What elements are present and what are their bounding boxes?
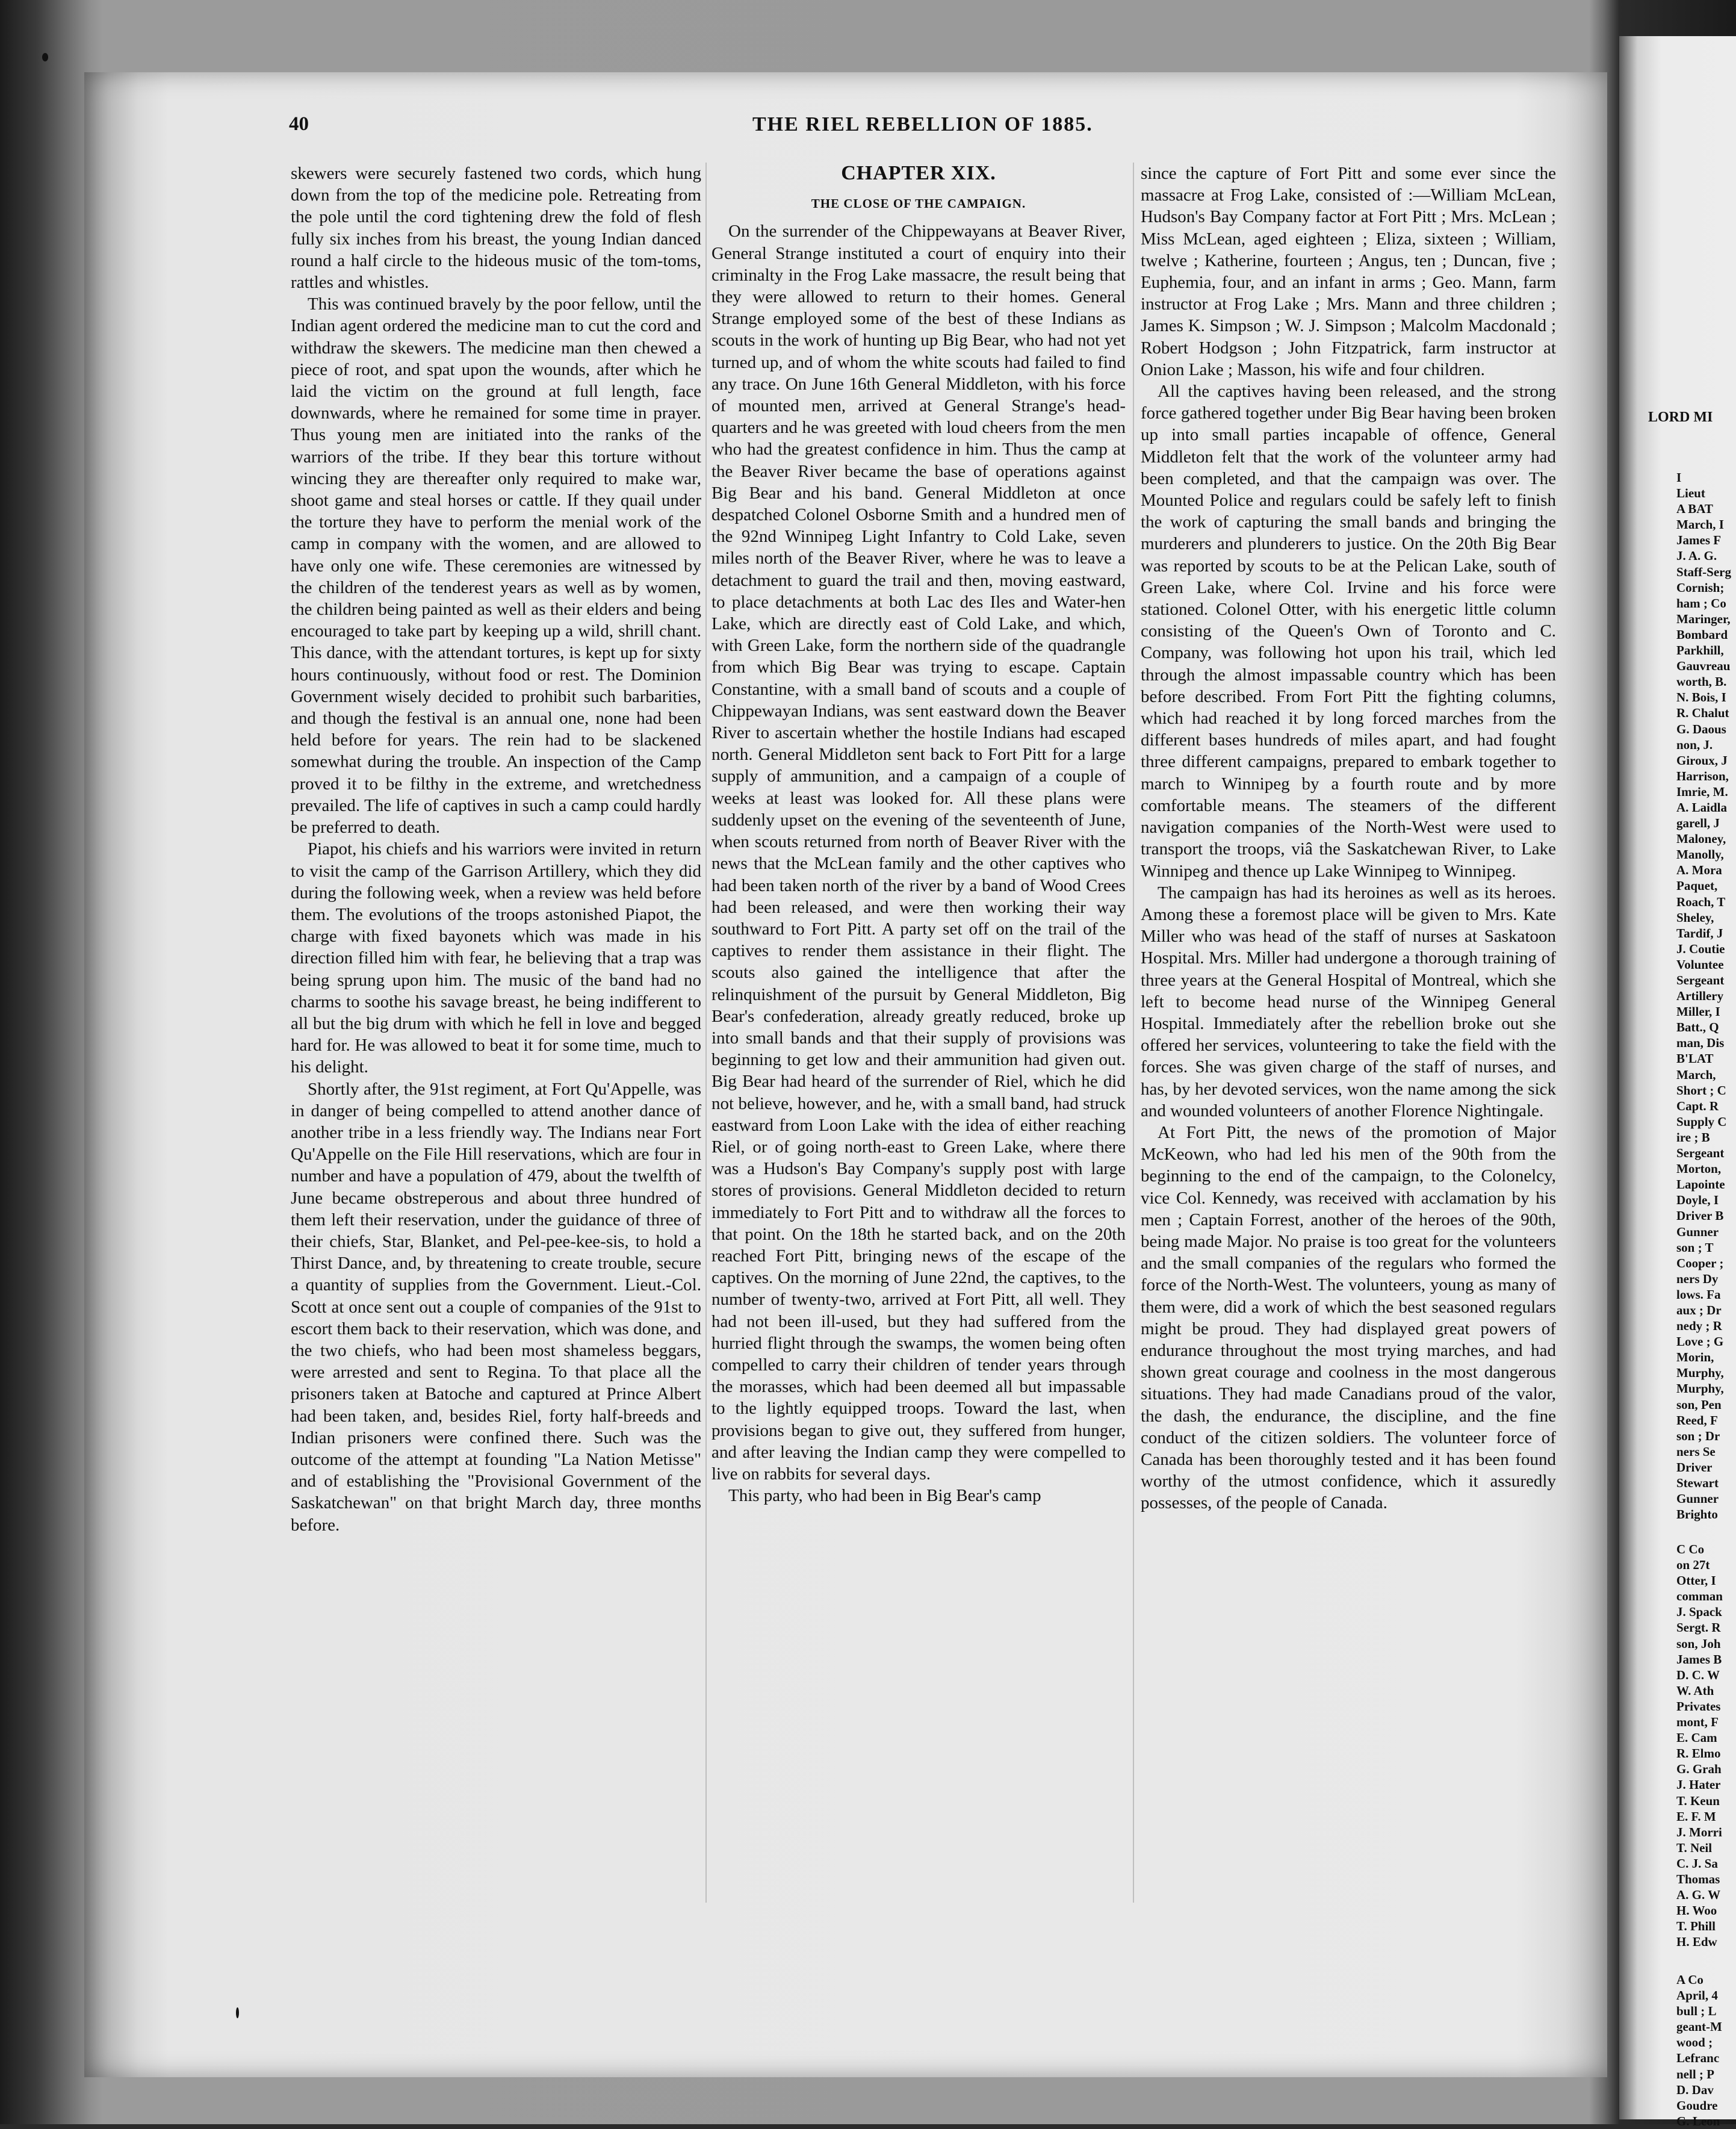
facing-page-line: non, J. — [1676, 737, 1713, 752]
facing-page-line: Manolly, — [1676, 847, 1724, 862]
facing-page-line: Supply C — [1676, 1114, 1727, 1129]
facing-page-line: March, — [1676, 1067, 1716, 1082]
facing-page-line: B'LAT — [1676, 1051, 1714, 1066]
facing-page-line: Sheley, — [1676, 910, 1714, 925]
facing-page-line: on 27t — [1676, 1558, 1710, 1573]
facing-page-line: Maloney, — [1676, 831, 1726, 847]
facing-page-line: James B — [1676, 1652, 1722, 1667]
facing-page-line: H. Edw — [1676, 1935, 1717, 1950]
facing-page-line: Sergeant — [1676, 973, 1725, 987]
facing-page-line: Morton, — [1676, 1161, 1722, 1176]
facing-page-line: Artillery — [1676, 989, 1724, 1004]
facing-page-line: Morin, — [1676, 1350, 1714, 1365]
facing-page-line: J. Morri — [1676, 1824, 1722, 1839]
facing-page-line: Driver B — [1676, 1208, 1724, 1223]
facing-page-line: Murphy, — [1676, 1381, 1724, 1396]
facing-page-line: A Co — [1676, 1972, 1703, 1987]
facing-page-text-b — [1676, 1541, 1736, 1950]
facing-page-line: comman — [1676, 1589, 1723, 1604]
facing-page-line: Paquet, — [1676, 878, 1718, 894]
paragraph: since the capture of Fort Pitt and some ever since the massacre at Frog Lake, consisted of :—William McLean, Hudson's Bay Company factor at Fort Pitt ; Mrs. McLean ; Miss McLean, aged eighteen ; Eliza, sixteen ; William, twelve ; Katherine, fourteen ; Angus, ten ; Duncan, five ; Euphemia, four, and an infant in arms ; Geo. Mann, farm instructor at Frog Lake ; Mrs. Mann and three children ; James K. Simpson ; W. J. Simpson ; Malcolm Macdonald ; Robert Hodgson ; John Fitzpatrick, farm instructor at Onion Lake ; Masson, his wife and four children. — [1141, 164, 1556, 379]
text-column-2 — [711, 163, 1126, 1506]
facing-page-line: son, Pen — [1676, 1397, 1722, 1412]
facing-page-line: James F — [1676, 533, 1722, 548]
facing-page-line: Maringer, — [1676, 611, 1731, 626]
facing-page-line: Otter, I — [1676, 1573, 1716, 1588]
facing-page-line: Reed, F — [1676, 1413, 1718, 1428]
facing-page-line: Voluntee — [1676, 957, 1724, 972]
facing-page-line: ners Dy — [1676, 1271, 1719, 1286]
facing-page-line: March, I — [1676, 517, 1724, 532]
chapter-subtitle: THE CLOSE OF THE CAMPAIGN. — [811, 196, 1026, 211]
facing-page-line: worth, B. — [1676, 674, 1727, 689]
facing-page-line: Cooper ; — [1676, 1255, 1724, 1270]
facing-page-line: A BAT — [1676, 502, 1713, 517]
facing-page-line: April, 4 — [1676, 1988, 1718, 2003]
facing-page-line: A. Mora — [1676, 863, 1722, 878]
paragraph: This was continued bravely by the poor fellow, until the Indian agent ordered the medicine man to cut the cord and withdraw the skewers. The medicine man then chewed a piece of root, and spat upon the wounds, after which he laid the victim on the ground at full length, face downwards, where he remained for some time in prayer. Thus young men are initiated into the ranks of the warriors of the tribe. If they bear this torture without wincing they are thereafter only required to make war, shoot game and steal horses or cattle. If they quail under the torture they have to perform the menial work of the camp in company with the women, and are allowed to have only one wife. These ceremonies are witnessed by the children of the tenderest years as well as by women, the children being painted as well as their elders and being encouraged to take part by keeping up a wild, shrill chant. This dance, with the attendant tortures, is kept up for sixty hours continuously, without food or rest. The Dominion Government wisely decided to prohibit such barbarities, and though the festival is an annual one, none had been held before for years. The rein had to be slackened somewhat during the trouble. An inspection of the Camp proved it to be filthy in the extreme, and wretchedness prevailed. The life of captives in such a camp could hardly be preferred to death. — [291, 294, 701, 838]
facing-page-text-c — [1676, 1972, 1736, 2129]
facing-page-line: Doyle, I — [1676, 1193, 1719, 1208]
facing-page-line: C Co — [1676, 1542, 1705, 1556]
paragraph: skewers were securely fastened two cords, which hung down from the top of the medicine pole. Retreating from the pole until the cord tightening drew the fold of flesh fully six inches from his breast, the young Indian danced round a half circle to the hideous music of the tom-toms, rattles and whistles. — [291, 164, 701, 293]
facing-page-line: R. Elmo — [1676, 1746, 1721, 1761]
chapter-title: CHAPTER XIX. — [841, 162, 996, 184]
facing-page-line: T. Phill — [1676, 1919, 1716, 1934]
facing-page-heading: LORD MI — [1648, 409, 1713, 425]
facing-page-line: Short ; C — [1676, 1083, 1726, 1098]
facing-page-line: A. G. W — [1676, 1888, 1721, 1903]
facing-page-line: Batt., Q — [1676, 1020, 1719, 1035]
facing-page-line: Capt. R — [1676, 1098, 1719, 1113]
facing-page-line: J. A. G. — [1676, 549, 1717, 564]
facing-page-line: W. Ath — [1676, 1683, 1714, 1698]
facing-page-line: N. Bois, I — [1676, 690, 1726, 705]
facing-page-line: E. F. M — [1676, 1809, 1716, 1824]
facing-page-line: Bombard — [1676, 627, 1728, 642]
facing-page-line: Thomas — [1676, 1871, 1720, 1886]
facing-page-line: son ; Dr — [1676, 1428, 1720, 1443]
facing-page-line: mont, F — [1676, 1715, 1719, 1730]
facing-page-line: geant-M — [1676, 2019, 1722, 2034]
facing-page-line: nedy ; R — [1676, 1319, 1722, 1334]
facing-page-line: Murphy, — [1676, 1366, 1724, 1381]
paragraph: The campaign has had its heroines as well as its heroes. Among these a foremost place will be given to Mrs. Kate Miller who was head of the staff of nurses at Saskatoon Hospital. Mrs. Miller had undergone a thorough training of three years at the General Hospital of Montreal, which she left to become head nurse of the Winnipeg General Hospital. Immediately after the rebellion broke out she offered her services, volunteering to take the field with the forces. She was given charge of the staff of nurses, and has, by her devoted services, won the name among the sick and wounded volunteers of another Florence Nightingale. — [1141, 883, 1556, 1120]
facing-page-line: Sergeant — [1676, 1146, 1725, 1161]
facing-page-line: J. Coutie — [1676, 941, 1725, 956]
facing-page-line: lows. Fa — [1676, 1287, 1721, 1302]
paragraph: Shortly after, the 91st regiment, at Fort Qu'Appelle, was in danger of being compelled to attend another dance of another tribe in a less friendly way. The Indians near Fort Qu'Appelle on the File Hill reservations, which are four in number and have a population of 479, about the twelfth of June became obstreperous and about three hundred of them left their reservation, under the guidance of three of their chiefs, Star, Blanket, and Pel-pee-kee-sis, to hold a Thirst Dance, and, by threatening to create trouble, secure a quantity of supplies from the Government. Lieut.-Col. Scott at once sent out a couple of companies of the 91st to escort them back to their reservation, which was done, and the two chiefs, who had been most shameless beggars, were arrested and sent to Regina. To that place all the prisoners taken at Batoche and captured at Prince Albert had been taken, and, besides Riel, forty half-breeds and Indian prisoners were confined there. Such was the outcome of the attempt at founding "La Nation Metisse" and of establishing the "Provisional Government of the Saskatchewan" on that bright March day, three months before. — [291, 1079, 701, 1535]
facing-page-line: C. J. Sa — [1676, 1856, 1718, 1871]
facing-page-line: aux ; Dr — [1676, 1302, 1722, 1317]
facing-page-line: Brighto — [1676, 1507, 1718, 1522]
facing-page-line: nell ; P — [1676, 2066, 1714, 2081]
page-number: 40 — [289, 113, 309, 135]
paragraph: On the surrender of the Chippewayans at Beaver River, General Strange instituted a court of enquiry into their criminalty in the Frog Lake massacre, the result being that they were allowed to return to their homes. General Strange employed some of the best of these Indians as scouts in the work of hunting up Big Bear, who had not yet turned up, and of whom the white scouts had failed to find any trace. On June 16th General Middleton, with his force of mounted men, arrived at General Strange's head-quarters and he was greeted with loud cheers from the men who had the greatest confidence in him. Thus the camp at the Beaver River became the base of operations against Big Bear and his band. General Middleton at once despatched Colonel Osborne Smith and a hundred men of the 92nd Winnipeg Light Infantry to Cold Lake, seven miles north of the Beaver River, where he was to leave a detachment to guard the trail and then, moving eastward, to place detachments at both Lac des Iles and Water-hen Lake, which are directly east of Cold Lake, and which, with Green Lake, form the northern side of the quadrangle from which Big Bear was trying to escape. Captain Constantine, with a small band of scouts and a couple of Chippewayan Indians, was sent eastward down the Beaver River to ascertain whether the hostile Indians had escaped north. General Middleton sent back to Fort Pitt for a large supply of ammunition, and a campaign of a couple of weeks at least was looked for. All these plans were suddenly upset on the evening of the seventeenth of June, when scouts returned from north of Beaver River with the news that the McLean family and the other captives who had been taken north of the river by a band of Wood Crees had been released, and were then working their way southward to Fort Pitt. A party set off on the trail of the captives to render them assistance in their flight. The scouts also gained the intelligence that after the relinquishment of the pursuit by General Middleton, Big Bear's confederation, already greatly reduced, broke up into small bands and that their supply of provisions was beginning to get low and their ammunition had given out. Big Bear had heard of the surrender of Riel, which he did not believe, however, and he, with a small band, had struck eastward from Loon Lake with the idea of either reaching Riel, or of going north-east to Green Lake, where there was a Hudson's Bay Company's supply post with large stores of provisions. General Middleton decided to return immediately to Fort Pitt and to withdraw all the forces to that point. On the 18th he started back, and on the 20th reached Fort Pitt, bringing news of the escape of the captives. On the morning of June 22nd, the captives, to the number of twenty-two, arrived at Fort Pitt, all well. They had not been ill-used, but they had suffered from the hurried flight through the swamps, the women being often compelled to carry their children of tender years through the morasses, which had been deemed all but impassable to the lightly equipped troops. Toward the last, when provisions began to give out, they suffered from hunger, and after leaving the Indian camp they were compelled to live on rabbits for several days. — [711, 222, 1126, 1484]
paragraph: Piapot, his chiefs and his warriors were invited in return to visit the camp of the Garrison Artillery, which they did during the following week, when a review was held before them. The evolutions of the troops astonished Piapot, the charge with fixed bayonets which was made in his direction filled him with fear, he believing that a trap was being sprung upon him. The music of the band had no charms to soothe his savage breast, he being indifferent to all but the big drum with which he fell in love and begged hard for. He was allowed to beat it for some time, much to his delight. — [291, 839, 701, 1077]
facing-page-line: Gauvreau — [1676, 659, 1731, 674]
facing-page-line: Lieut — [1676, 486, 1705, 501]
facing-page-line: Roach, T — [1676, 894, 1726, 909]
facing-page-line: Miller, I — [1676, 1004, 1720, 1019]
facing-page-line: Harrison, — [1676, 768, 1729, 783]
running-title: THE RIEL REBELLION OF 1885. — [752, 113, 1093, 135]
facing-page-line: garell, J — [1676, 816, 1720, 831]
facing-page-line: T. Keun — [1676, 1793, 1720, 1808]
ink-speck — [236, 2007, 239, 2018]
facing-page-line: Tardif, J — [1676, 925, 1723, 940]
facing-page-line: ire ; B — [1676, 1130, 1710, 1145]
facing-page-line: R. Chalut — [1676, 706, 1729, 721]
paragraph: This party, who had been in Big Bear's camp — [728, 1486, 1041, 1506]
facing-page-line: D. C. W — [1676, 1667, 1720, 1682]
facing-page-line: son, Joh — [1676, 1636, 1721, 1651]
facing-page-line: G. Grah — [1676, 1762, 1722, 1777]
facing-page-line: Driver — [1676, 1459, 1713, 1475]
facing-page-line: Privates — [1676, 1699, 1721, 1714]
text-column-1 — [291, 163, 701, 1536]
facing-page-line: Lefranc — [1676, 2051, 1720, 2066]
facing-page-line: wood ; — [1676, 2035, 1713, 2050]
facing-page-line: Parkhill, — [1676, 643, 1724, 658]
facing-page-line: H. Woo — [1676, 1903, 1717, 1918]
paragraph: All the captives having been released, and the strong force gathered together under Big Bear having been broken up into small parties incapable of offence, General Middleton felt that the work of the volunteer army had been completed, and that the campaign was over. The Mounted Police and regulars could be safely left to finish the work of capturing the small bands and bringing the murderers and plunderers to justice. On the 20th Big Bear was reported by scouts to be at the Pelican Lake, south of Green Lake, where Col. Irvine and his force were stationed. Colonel Otter, with his energetic little column consisting of the Queen's Own of Toronto and C. Company, was following hot upon his trail, which led through the almost impassable country which has been before described. From Fort Pitt the fighting columns, which had reached it by long forced marches from the different bases hundreds of miles apart, and had fought three different campaigns, prepared to embark together to march to Winnipeg by a fourth route and by more comfortable means. The steamers of the different navigation companies of the North-West were used to transport the troops, viâ the Saskatchewan River, to Lake Winnipeg and thence up Lake Winnipeg to Winnipeg. — [1141, 382, 1556, 881]
facing-page-line: man, Dis — [1676, 1036, 1725, 1051]
facing-page-line: J. Hater — [1676, 1777, 1721, 1792]
facing-page-line: G. Leon — [1676, 2113, 1720, 2128]
facing-page-line: E. Cam — [1676, 1730, 1717, 1745]
facing-page-line: J. Spack — [1676, 1605, 1722, 1620]
ink-speck — [42, 53, 48, 61]
facing-page-line: Gunner — [1676, 1224, 1719, 1239]
facing-page-line: Goudre — [1676, 2098, 1718, 2113]
facing-page-line: Lapointe — [1676, 1177, 1725, 1192]
facing-page-line: Stewart — [1676, 1476, 1719, 1490]
facing-page-line: Giroux, J — [1676, 753, 1728, 768]
facing-page-line: Staff-Serg — [1676, 564, 1731, 579]
facing-page-text-a — [1676, 470, 1736, 1522]
facing-page-line: Gunner — [1676, 1491, 1719, 1506]
facing-page-line: Imrie, M. — [1676, 784, 1728, 799]
facing-page-line: G. Daous — [1676, 721, 1726, 736]
column-divider — [1133, 163, 1134, 1903]
facing-page-line: Cornish; — [1676, 580, 1725, 595]
facing-page-line: Sergt. R — [1676, 1620, 1721, 1635]
paragraph: At Fort Pitt, the news of the promotion of Major McKeown, who had led his men of the 90th from the beginning to the end of the campaign, to the Colonelcy, vice Col. Kennedy, was received with acclamation by his men ; Captain Forrest, another of the heroes of the 90th, being made Major. No praise is too great for the volunteers and the small companies of the regulars who formed the force of the North-West. The volunteers, young as many of them were, did a work of which the best seasoned regulars might be proud. They had displayed great powers of endurance throughout the most trying marches, and had shown great courage and coolness in the most dangerous situations. They had made Canadians proud of the valor, the dash, the endurance, the discipline, and the fine conduct of the citizen soldiers. The volunteer force of Canada has been thoroughly tested and it has been found worthy of the utmost confidence, which it assuredly possesses, of the people of Canada. — [1141, 1122, 1556, 1513]
facing-page-line: ham ; Co — [1676, 595, 1726, 611]
facing-page-line: D. Dav — [1676, 2082, 1714, 2097]
text-column-3 — [1141, 163, 1556, 1514]
facing-page-line: I — [1676, 470, 1682, 485]
column-divider — [705, 163, 707, 1903]
facing-page-line: Love ; G — [1676, 1334, 1724, 1349]
facing-page-line: ners Se — [1676, 1444, 1716, 1459]
facing-page-line: bull ; L — [1676, 2004, 1717, 2019]
facing-page-line: son ; T — [1676, 1240, 1714, 1255]
facing-page-line: T. Neil — [1676, 1840, 1713, 1855]
facing-page-line: A. Laidla — [1676, 800, 1728, 815]
